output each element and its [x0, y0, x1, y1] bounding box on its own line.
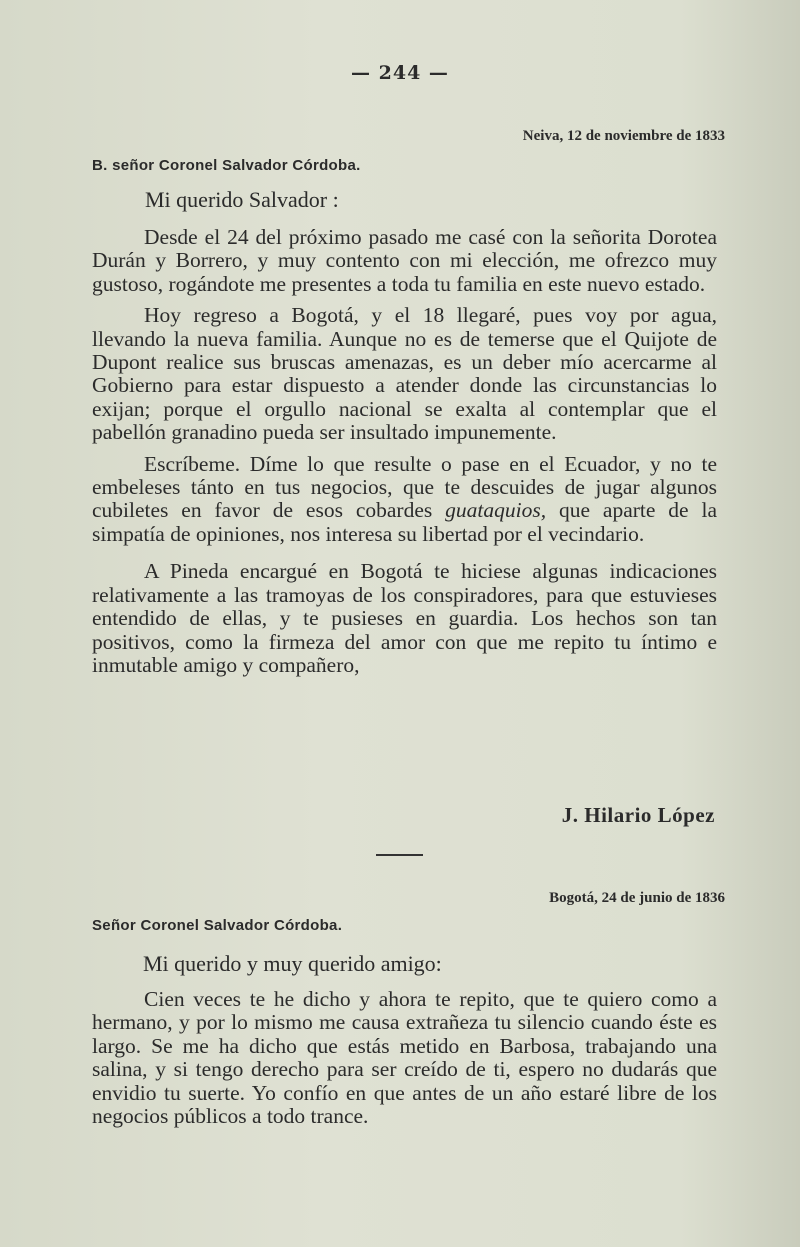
- letter-1-salutation: Mi querido Salvador :: [145, 187, 339, 212]
- letter-1-paragraph-3-text-b: que aparte de la simpatía de opiniones, nos interesa su libertad por el vecindario.: [92, 498, 717, 546]
- letter-1-paragraph-4: A Pineda encargué en Bogotá te hiciese algunas indicaciones relativamente a las tramoyas de los conspiradores, para que estuvieses entendido de ellas, y te pusieses en guardia. Los hechos son tan positivos, como la firmeza del amor con que me repito tu íntimo e inmutable amigo y compañero,: [92, 559, 717, 677]
- letter-1-paragraph-3: [92, 453, 717, 547]
- letter-1-recipient: B. señor Coronel Salvador Córdoba.: [92, 157, 361, 174]
- letter-1-paragraph-1: Desde el 24 del próximo pasado me casé con la señorita Dorotea Durán y Borrero, y muy contento con mi elección, me ofrezco muy gustoso, rogándote me presentes a toda tu familia en este nuevo estado.: [92, 225, 717, 296]
- letter-2-salutation: Mi querido y muy querido amigo:: [143, 951, 442, 976]
- letter-1-paragraph-2: Hoy regreso a Bogotá, y el 18 llegaré, pues voy por agua, llevando la nueva familia. Aunque no es de temerse que el Quijote de Dupont realice sus bruscas amenazas, es un deber mío acercarme al Gobierno para estar dispuesto a atender donde las circunstancias lo exijan; porque el orgullo nacional se exalta al contemplar que el pabellón granadino pueda ser insultado impunemente.: [92, 303, 717, 445]
- letter-2-place-date: Bogotá, 24 de junio de 1836: [549, 890, 725, 906]
- letter-2-body: [92, 988, 717, 1128]
- letter-2-recipient: Señor Coronel Salvador Córdoba.: [92, 917, 343, 934]
- page-number: — 244 —: [351, 62, 449, 84]
- letter-1-place-date: Neiva, 12 de noviembre de 1833: [522, 128, 725, 144]
- section-divider: [376, 854, 423, 856]
- letter-1-paragraph-3-italic: guataquios,: [445, 498, 547, 523]
- letter-1-signature: J. Hilario López: [561, 803, 715, 827]
- letter-2-paragraph-1: Cien veces te he dicho y ahora te repito, que te quiero como a hermano, y por lo mismo me causa extrañeza tu silencio cuando éste es largo. Se me ha dicho que estás metido en Barbosa, trabajando una salina, y si tengo derecho para ser creído de ti, espero no dudarás que envidio tu suerte. Yo confío en que antes de un año estaré libre de los negocios públicos a todo trance.: [92, 987, 717, 1129]
- letter-1-paragraph-3-text-a: Escríbeme. Díme lo que resulte o pase en el Ecuador, y no te embeleses tánto en tus negocios, que te descuides de jugar algunos cubiletes en favor de esos cobardes: [92, 451, 717, 523]
- letter-1-body: [92, 226, 717, 677]
